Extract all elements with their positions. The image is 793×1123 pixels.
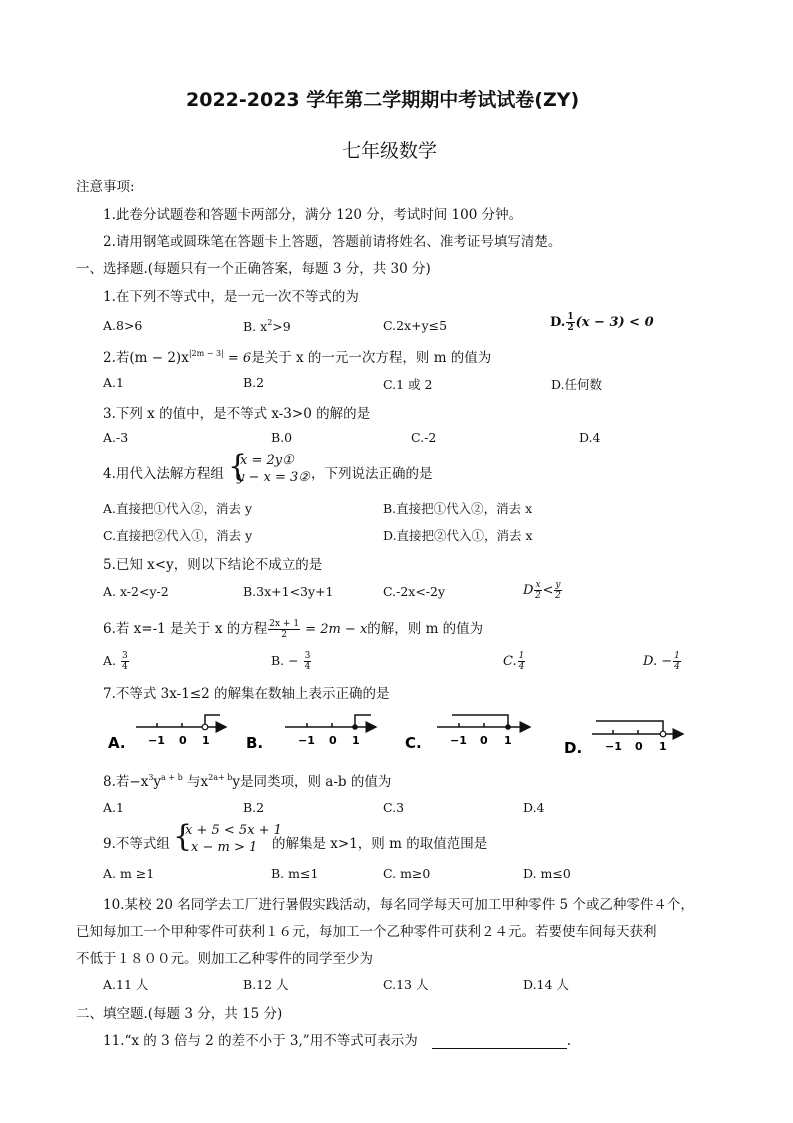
brace-icon: {	[173, 819, 193, 854]
question-stem: 7.不等式 3x-1≤2 的解集在数轴上表示正确的是	[103, 686, 390, 702]
option-a: A. x-2<y-2	[103, 584, 169, 599]
notice-item: 2.请用钢笔或圆珠笔在答题卡上答题，答题前请将姓名、准考证号填写清楚。	[103, 234, 562, 250]
option-label: B.	[246, 734, 264, 752]
number-line-b	[246, 715, 376, 752]
notice-heading: 注意事项:	[76, 179, 135, 195]
question-stem: 已知每加工一个甲种零件可获利１６元，每加工一个乙种零件可获利２４元。若要使车间每天获利	[76, 924, 657, 940]
option-b: B. m≤1	[271, 866, 319, 881]
option-a: A.11 人	[103, 977, 149, 992]
number-line-d	[564, 721, 683, 757]
option-b: B.2	[243, 800, 265, 815]
svg-text:1: 1	[659, 740, 667, 753]
option-c: C.2x+y≤5	[383, 318, 448, 333]
option-d: D. $\frac{1}{2}$ (x − 3) < 0	[550, 312, 654, 333]
option-a: A.-3	[103, 430, 129, 445]
question-stem: 9.不等式组	[103, 836, 170, 852]
option-c: C. m≥0	[383, 866, 431, 881]
option-c: C.直接把②代入①，消去 y	[103, 528, 253, 543]
option-b: B. $x^2>9$	[243, 318, 291, 334]
exam-subtitle: 七年级数学	[342, 140, 438, 162]
number-line-options	[100, 708, 740, 762]
option-d: D.14 人	[523, 977, 569, 992]
option-label: D.	[564, 739, 583, 757]
option-a: A.8>6	[103, 318, 143, 333]
option-d: D. m≤0	[523, 866, 571, 881]
option-c: C. $\frac{1}{4}$	[503, 651, 525, 672]
option-b: B.2	[243, 375, 265, 390]
svg-text:−1: −1	[450, 734, 467, 747]
option-c: C.-2	[411, 430, 437, 445]
svg-text:−1: −1	[148, 734, 165, 747]
option-label: C.	[405, 734, 422, 752]
system-eq-2: y − x = 3②	[237, 470, 310, 485]
option-c: C.3	[383, 800, 405, 815]
answer-blank[interactable]	[432, 1036, 567, 1049]
option-a: A.1	[103, 375, 124, 390]
system-eq-2: x − m > 1	[191, 840, 258, 855]
option-d: D $\frac{x}{2}$ < $\frac{y}{2}$	[523, 580, 561, 601]
section-heading: 二、填空题.(每题 3 分，共 15 分)	[76, 1006, 283, 1022]
question-stem: 11.“x 的 3 倍与 2 的差不小于 3,”用不等式可表示为 .	[103, 1033, 571, 1049]
question-stem: 3.下列 x 的值中，是不等式 x-3>0 的解的是	[103, 406, 371, 422]
option-d: D.4	[523, 800, 545, 815]
svg-text:0: 0	[179, 734, 187, 747]
brace-icon: {	[228, 449, 248, 484]
option-d: D. − $\frac{1}{4}$	[643, 651, 680, 672]
svg-text:0: 0	[480, 734, 488, 747]
system-eq-1: x = 2y①	[240, 453, 294, 468]
question-stem: 2.若$(m - 2)x^{|2m - 3|} = 6$是关于 x 的一元一次方程，则 m 的值为	[103, 349, 492, 366]
system-eq-1: x + 5 < 5x + 1	[185, 823, 282, 838]
question-stem: 6.若 x=-1 是关于 x 的方程 $\frac{2x + 1}{2}$ = 2m − x的解，则 m 的值为	[103, 619, 484, 640]
option-d: D.4	[579, 430, 601, 445]
question-stem: 4.用代入法解方程组	[103, 466, 224, 482]
option-a: A.1	[103, 800, 124, 815]
question-stem: 8.若$-x^3y^{a + b}$ 与$x^{2a+ b}y$是同类项，则 a-b 的值为	[103, 773, 392, 790]
option-a: A. m ≥1	[103, 866, 155, 881]
option-b: B.0	[271, 430, 293, 445]
option-b: B.直接把①代入②，消去 x	[383, 501, 533, 516]
svg-text:1: 1	[352, 734, 360, 747]
question-stem-end: ，下列说法正确的是	[311, 466, 433, 482]
option-c: C.13 人	[383, 977, 429, 992]
question-stem: 5.已知 x<y，则以下结论不成立的是	[103, 557, 323, 573]
section-heading: 一、选择题.(每题只有一个正确答案，每题 3 分，共 30 分)	[76, 261, 431, 277]
svg-text:1: 1	[504, 734, 512, 747]
option-d: D.任何数	[551, 377, 603, 392]
notice-item: 1.此卷分试题卷和答题卡两部分，满分 120 分，考试时间 100 分钟。	[103, 207, 523, 223]
number-line-c	[405, 715, 530, 752]
svg-text:0: 0	[635, 740, 643, 753]
option-a: A. $\frac{3}{4}$	[103, 651, 128, 672]
option-a: A.直接把①代入②，消去 y	[103, 501, 253, 516]
question-stem: 不低于１８００元。则加工乙种零件的同学至少为	[76, 951, 373, 967]
question-stem: 10.某校 20 名同学去工厂进行暑假实践活动，每名同学每天可加工甲种零件 5 个或乙种零件４个，	[103, 897, 694, 913]
option-c: C.1 或 2	[383, 377, 433, 392]
number-line-a	[108, 715, 226, 752]
option-d: D.直接把②代入①，消去 x	[383, 528, 533, 543]
option-b: B.12 人	[243, 977, 289, 992]
svg-text:1: 1	[202, 734, 210, 747]
question-stem: 1.在下列不等式中，是一元一次不等式的为	[103, 289, 359, 305]
option-b: B. − $\frac{3}{4}$	[271, 651, 311, 672]
question-stem-end: 的解集是 x>1，则 m 的取值范围是	[272, 836, 488, 852]
option-c: C.-2x<-2y	[383, 584, 446, 599]
svg-text:−1: −1	[298, 734, 315, 747]
option-label: A.	[108, 734, 126, 752]
option-b: B.3x+1<3y+1	[243, 584, 334, 599]
exam-title: 2022-2023 学年第二学期期中考试试卷(ZY)	[186, 89, 580, 111]
svg-text:−1: −1	[605, 740, 622, 753]
svg-text:0: 0	[329, 734, 337, 747]
